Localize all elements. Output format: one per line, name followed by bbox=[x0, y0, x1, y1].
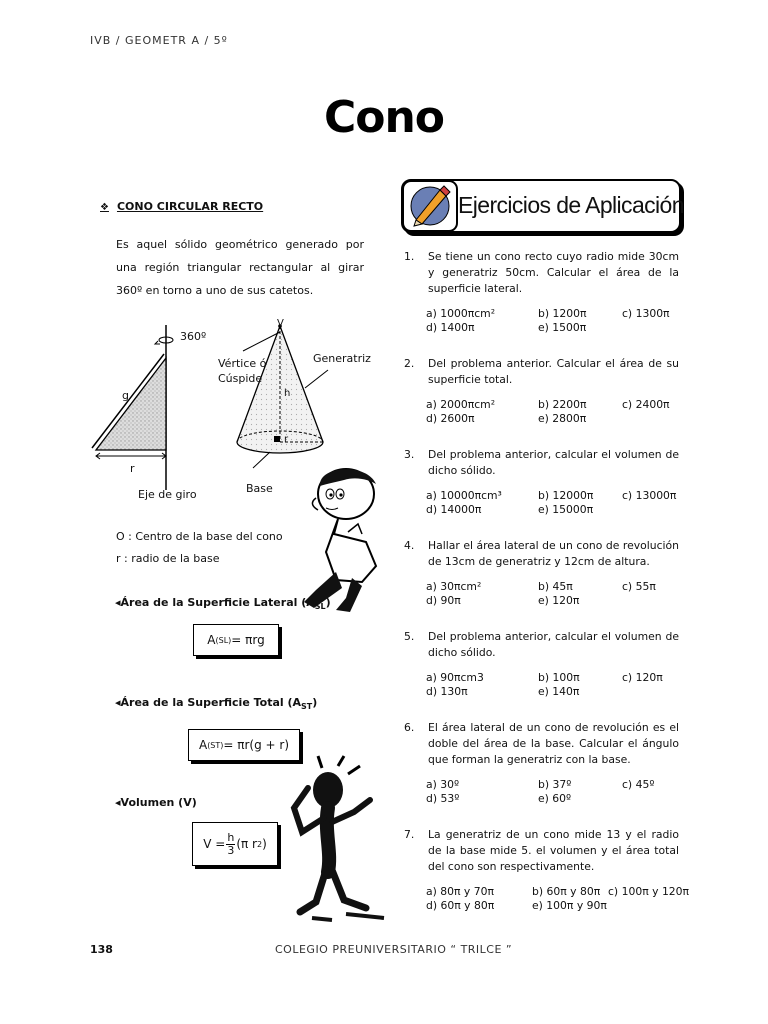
option-b: b) 60π y 80π bbox=[532, 885, 601, 898]
formula-rest: = πrg bbox=[231, 633, 265, 647]
option-d: d) 60π y 80π bbox=[426, 899, 495, 912]
volumen-title bbox=[115, 796, 197, 809]
option-c: c) 55π bbox=[622, 580, 656, 593]
problem-text: La generatriz de un cono mide 13 y el radio de la base mide 5. el volumen y el área total del cono son respectivamente. bbox=[428, 828, 679, 873]
option-b: b) 37º bbox=[538, 778, 572, 791]
problem-text: El área lateral de un cono de revolución es el doble del área de la base. Calcular el ángulo que forman la generatriz con la base. bbox=[428, 721, 679, 766]
option-e: e) 140π bbox=[538, 685, 580, 698]
problem-number: 5. bbox=[404, 630, 415, 643]
option-b: b) 45π bbox=[538, 580, 573, 593]
problem-number: 2. bbox=[404, 357, 415, 370]
option-e: e) 60º bbox=[538, 792, 572, 805]
problem-options bbox=[426, 489, 679, 517]
problem-text: Hallar el área lateral de un cono de revolución de 13cm de generatriz y 12cm de altura. bbox=[428, 539, 679, 568]
area-total-title-close: ) bbox=[312, 696, 318, 709]
problem-4 bbox=[404, 538, 679, 608]
option-c: c) 45º bbox=[622, 778, 655, 791]
area-lateral-title-sub: SL bbox=[314, 602, 326, 612]
section-title bbox=[100, 200, 263, 213]
option-d: d) 130π bbox=[426, 685, 468, 698]
option-a: a) 10000πcm³ bbox=[426, 489, 502, 502]
problem-options bbox=[426, 307, 679, 335]
option-d: d) 14000π bbox=[426, 503, 482, 516]
problem-options bbox=[426, 778, 679, 806]
problem-5 bbox=[404, 629, 679, 699]
intro-paragraph: Es aquel sólido geométrico generado por una región triangular rectangular al girar 360º en torno a uno de sus catetos. bbox=[116, 238, 364, 297]
area-lateral-title-close: ) bbox=[325, 596, 331, 609]
area-lateral-title-text: Área de la Superficie Lateral (A bbox=[120, 596, 315, 609]
area-total-title-text: Área de la Superficie Total (A bbox=[120, 696, 302, 709]
problem-text: Se tiene un cono recto cuyo radio mide 30cm y generatriz 50cm. Calcular el área de la superficie lateral. bbox=[428, 250, 679, 295]
label-h: h bbox=[284, 388, 291, 399]
option-c: c) 13000π bbox=[622, 489, 677, 502]
label-r-cone: r bbox=[284, 434, 289, 445]
option-e: e) 15000π bbox=[538, 503, 594, 516]
page-number: 138 bbox=[90, 943, 113, 956]
problem-text: Del problema anterior. Calcular el área de su superficie total. bbox=[428, 357, 679, 386]
formula-rest: (π r bbox=[236, 837, 257, 851]
label-g: g bbox=[122, 389, 129, 402]
arrow-bullet-icon: ◂ bbox=[115, 596, 121, 609]
option-a: a) 2000πcm² bbox=[426, 398, 496, 411]
fraction-numerator: h bbox=[227, 830, 235, 844]
formula-sup: 2 bbox=[256, 839, 263, 849]
option-d: d) 90π bbox=[426, 594, 461, 607]
formula-area-total bbox=[188, 729, 300, 761]
label-v: V bbox=[277, 318, 284, 329]
problem-number: 6. bbox=[404, 721, 415, 734]
label-vertice: Vértice ó bbox=[218, 357, 267, 370]
formula-a: A bbox=[207, 633, 216, 647]
pencil-icon bbox=[402, 180, 458, 232]
fraction-denominator: 3 bbox=[227, 843, 235, 857]
option-a: a) 30πcm² bbox=[426, 580, 482, 593]
option-b: b) 1200π bbox=[538, 307, 587, 320]
option-c: c) 100π y 120π bbox=[608, 885, 690, 898]
triangle-rotation-figure bbox=[88, 320, 208, 510]
area-total-title-sub: ST bbox=[301, 702, 313, 712]
formula-a: A bbox=[198, 738, 208, 752]
volumen-title-text: Volumen (V) bbox=[120, 796, 197, 809]
formula-a-sub: (SL) bbox=[215, 635, 232, 645]
option-a: a) 1000πcm² bbox=[426, 307, 496, 320]
option-b: b) 100π bbox=[538, 671, 580, 684]
problem-number: 7. bbox=[404, 828, 415, 841]
option-e: e) 2800π bbox=[538, 412, 587, 425]
problem-2 bbox=[404, 356, 679, 426]
area-total-title bbox=[115, 696, 317, 711]
page-title: Cono bbox=[323, 92, 445, 143]
problem-7 bbox=[404, 827, 690, 913]
label-eje-de-giro: Eje de giro bbox=[138, 488, 197, 501]
running-head: IVB / GEOMETR A / 5º bbox=[90, 34, 228, 47]
option-a: a) 90πcm3 bbox=[426, 671, 484, 684]
arrow-bullet-icon: ◂ bbox=[115, 696, 121, 709]
label-base: Base bbox=[246, 482, 273, 495]
option-a: a) 80π y 70π bbox=[426, 885, 494, 898]
formula-rest: = πr(g + r) bbox=[223, 738, 290, 752]
formula-v: V = bbox=[203, 837, 226, 851]
formula-volumen bbox=[192, 822, 278, 866]
problem-options bbox=[426, 671, 679, 699]
option-c: c) 2400π bbox=[622, 398, 670, 411]
problem-number: 4. bbox=[404, 539, 415, 552]
option-c: c) 120π bbox=[622, 671, 663, 684]
formula-area-lateral bbox=[193, 624, 279, 656]
legend-radius: r : radio de la base bbox=[116, 552, 220, 565]
option-d: d) 2600π bbox=[426, 412, 475, 425]
legend-center: O : Centro de la base del cono bbox=[116, 530, 283, 543]
option-e: e) 100π y 90π bbox=[532, 899, 607, 912]
formula-a-sub: (ST) bbox=[207, 740, 224, 750]
label-r: r bbox=[130, 462, 135, 475]
area-lateral-title bbox=[115, 596, 331, 611]
option-d: d) 53º bbox=[426, 792, 460, 805]
problem-options bbox=[426, 580, 679, 608]
problem-6 bbox=[404, 720, 679, 806]
formula-close: ) bbox=[262, 837, 267, 851]
option-e: e) 1500π bbox=[538, 321, 587, 334]
option-b: b) 12000π bbox=[538, 489, 594, 502]
problem-options bbox=[426, 885, 690, 913]
problem-text: Del problema anterior, calcular el volumen de dicho sólido. bbox=[428, 448, 679, 477]
fraction bbox=[226, 832, 235, 857]
footer-school: COLEGIO PREUNIVERSITARIO “ TRILCE ” bbox=[275, 943, 513, 956]
problem-text: Del problema anterior, calcular el volumen de dicho sólido. bbox=[428, 630, 679, 659]
option-c: c) 1300π bbox=[622, 307, 670, 320]
section-title-text: CONO CIRCULAR RECTO bbox=[116, 200, 264, 213]
option-a: a) 30º bbox=[426, 778, 460, 791]
label-cuspide: Cúspide bbox=[218, 372, 263, 385]
thinking-boy-illustration bbox=[296, 462, 388, 614]
label-360: 360º bbox=[180, 330, 207, 343]
option-e: e) 120π bbox=[538, 594, 580, 607]
diamond-bullet-icon: ❖ bbox=[100, 202, 109, 213]
problem-number: 3. bbox=[404, 448, 415, 461]
ejercicios-banner-text: Ejercicios de Aplicación bbox=[458, 192, 684, 218]
problem-1 bbox=[404, 249, 679, 335]
label-generatriz: Generatriz bbox=[313, 352, 371, 365]
problem-3 bbox=[404, 447, 679, 517]
confused-figure-illustration bbox=[288, 752, 388, 924]
problem-number: 1. bbox=[404, 250, 415, 263]
problem-options bbox=[426, 398, 679, 426]
option-d: d) 1400π bbox=[426, 321, 475, 334]
option-b: b) 2200π bbox=[538, 398, 587, 411]
arrow-bullet-icon: ◂ bbox=[115, 796, 121, 809]
